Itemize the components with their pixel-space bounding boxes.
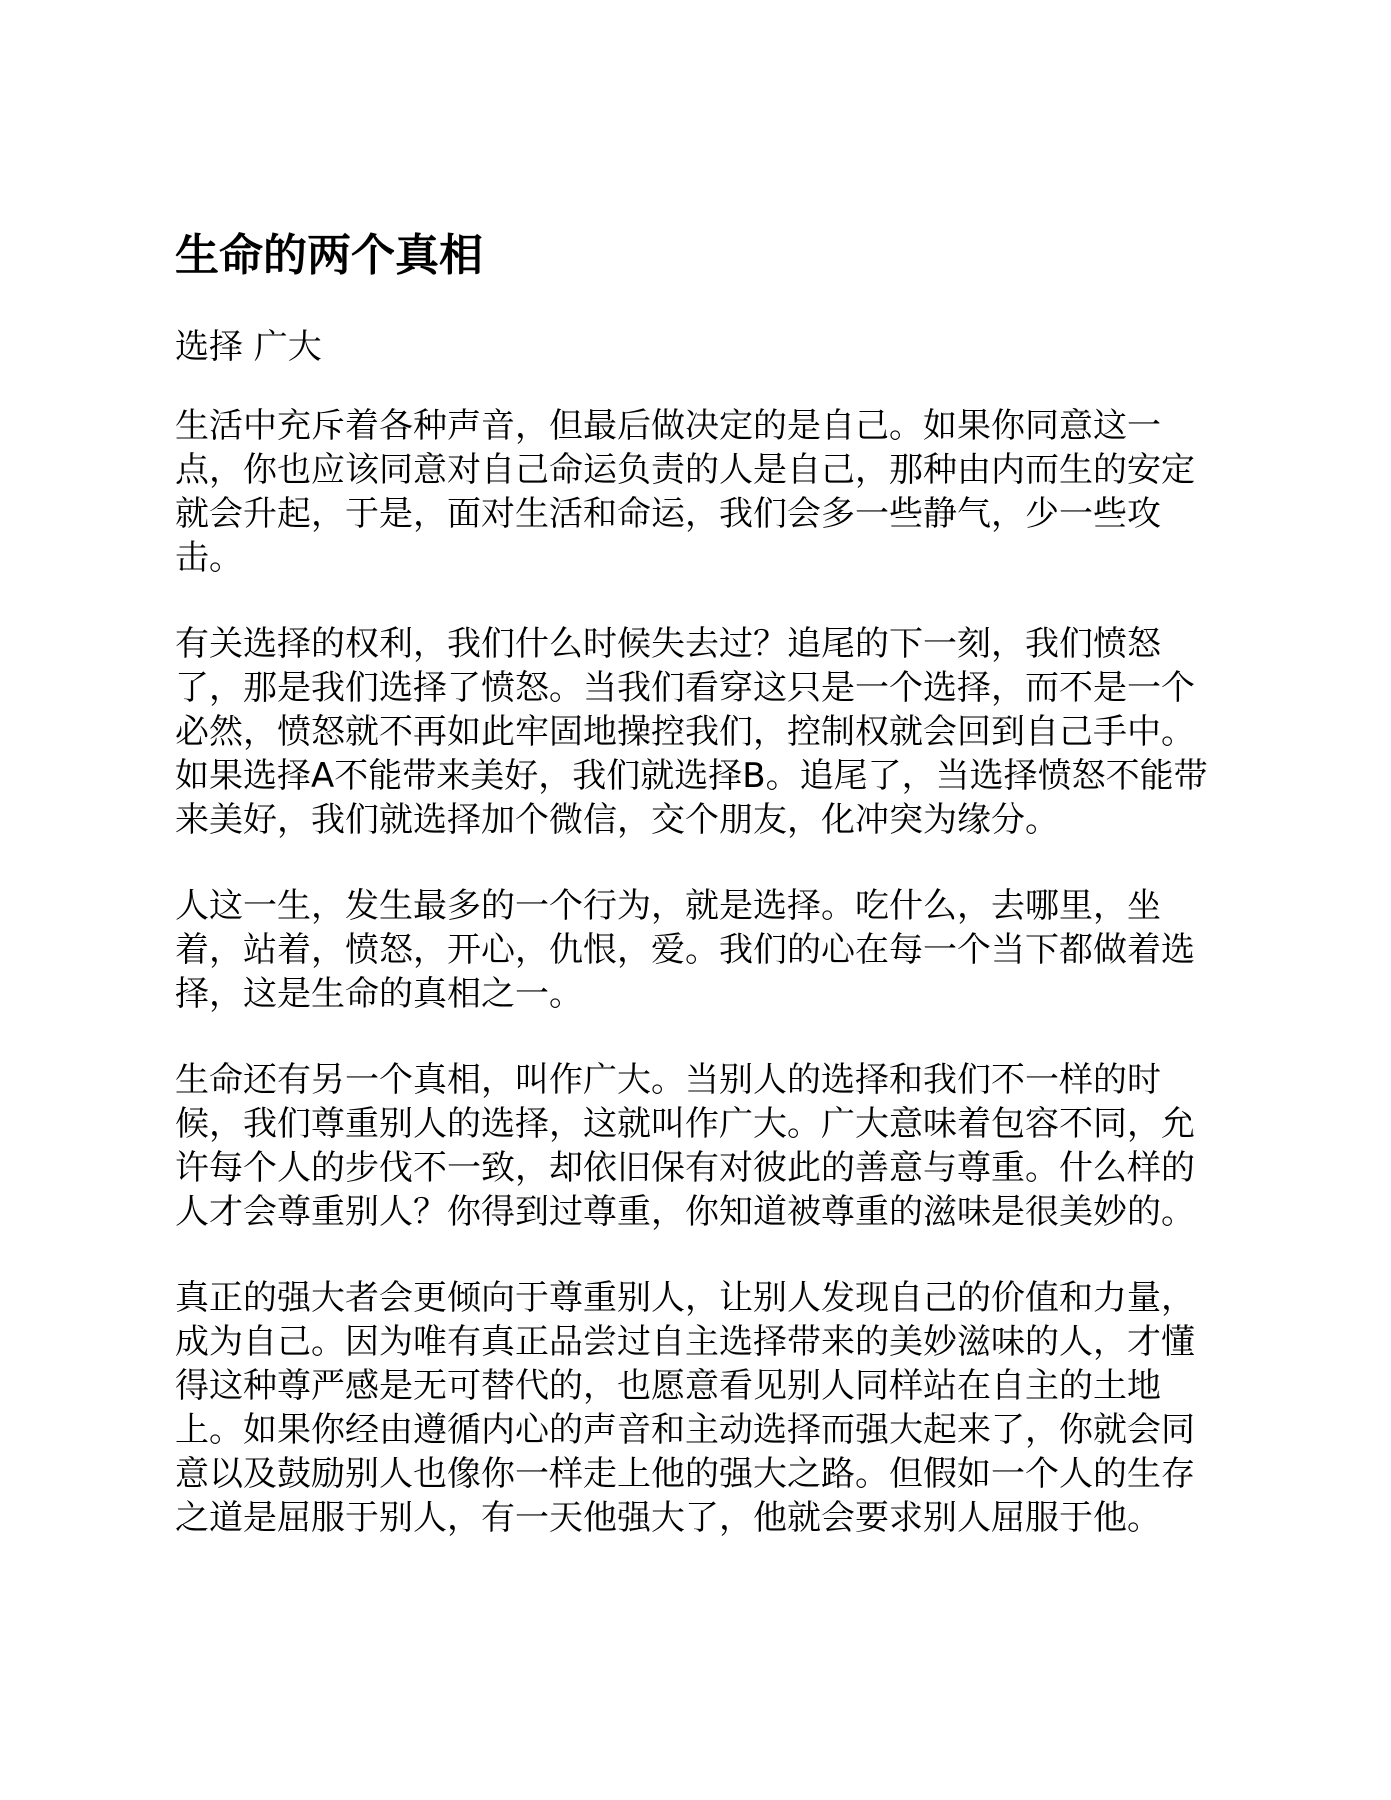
paragraph-line: 上。如果你经由遵循内心的声音和主动选择而强大起来了，你就会同: [175, 1410, 1195, 1450]
paragraph-line: 有关选择的权利，我们什么时候失去过？追尾的下一刻，我们愤怒: [175, 624, 1161, 664]
paragraph-1: [175, 404, 1215, 580]
paragraph-line: 之道是屈服于别人，有一天他强大了，他就会要求别人屈服于他。: [175, 1498, 1161, 1538]
paragraph-line: 人才会尊重别人？你得到过尊重，你知道被尊重的滋味是很美妙的。: [175, 1192, 1195, 1232]
paragraph-line: 真正的强大者会更倾向于尊重别人，让别人发现自己的价值和力量，: [175, 1278, 1195, 1318]
paragraph-line: 意以及鼓励别人也像你一样走上他的强大之路。但假如一个人的生存: [175, 1454, 1195, 1494]
paragraph-line: 如果选择A不能带来美好，我们就选择B。追尾了，当选择愤怒不能带: [175, 756, 1208, 796]
paragraph-line: 就会升起，于是，面对生活和命运，我们会多一些静气，少一些攻: [175, 494, 1161, 534]
paragraph-line: 着，站着，愤怒，开心，仇恨，爱。我们的心在每一个当下都做着选: [175, 930, 1195, 970]
paragraph-line: 人这一生，发生最多的一个行为，就是选择。吃什么，去哪里，坐: [175, 886, 1161, 926]
paragraph-line: 了，那是我们选择了愤怒。当我们看穿这只是一个选择，而不是一个: [175, 668, 1195, 708]
paragraph-4: [175, 1058, 1215, 1234]
paragraph-line: 许每个人的步伐不一致，却依旧保有对彼此的善意与尊重。什么样的: [175, 1148, 1195, 1188]
document-subtitle: 选择 广大: [175, 327, 322, 367]
paragraph-line: 点，你也应该同意对自己命运负责的人是自己，那种由内而生的安定: [175, 450, 1195, 490]
document-body: [175, 404, 1215, 1582]
paragraph-line: 候，我们尊重别人的选择，这就叫作广大。广大意味着包容不同，允: [175, 1104, 1195, 1144]
paragraph-line: 必然，愤怒就不再如此牢固地操控我们，控制权就会回到自己手中。: [175, 712, 1195, 752]
paragraph-2: [175, 622, 1215, 842]
document-title: 生命的两个真相: [175, 230, 483, 281]
paragraph-line: 生命还有另一个真相，叫作广大。当别人的选择和我们不一样的时: [175, 1060, 1161, 1100]
paragraph-line: 得这种尊严感是无可替代的，也愿意看见别人同样站在自主的土地: [175, 1366, 1161, 1406]
paragraph-3: [175, 884, 1215, 1016]
paragraph-line: 生活中充斥着各种声音，但最后做决定的是自己。如果你同意这一: [175, 406, 1161, 446]
paragraph-line: 来美好，我们就选择加个微信，交个朋友，化冲突为缘分。: [175, 800, 1059, 840]
paragraph-line: 击。: [175, 538, 243, 578]
paragraph-5: [175, 1276, 1215, 1540]
paragraph-line: 成为自己。因为唯有真正品尝过自主选择带来的美妙滋味的人，才懂: [175, 1322, 1195, 1362]
paragraph-line: 择，这是生命的真相之一。: [175, 974, 583, 1014]
